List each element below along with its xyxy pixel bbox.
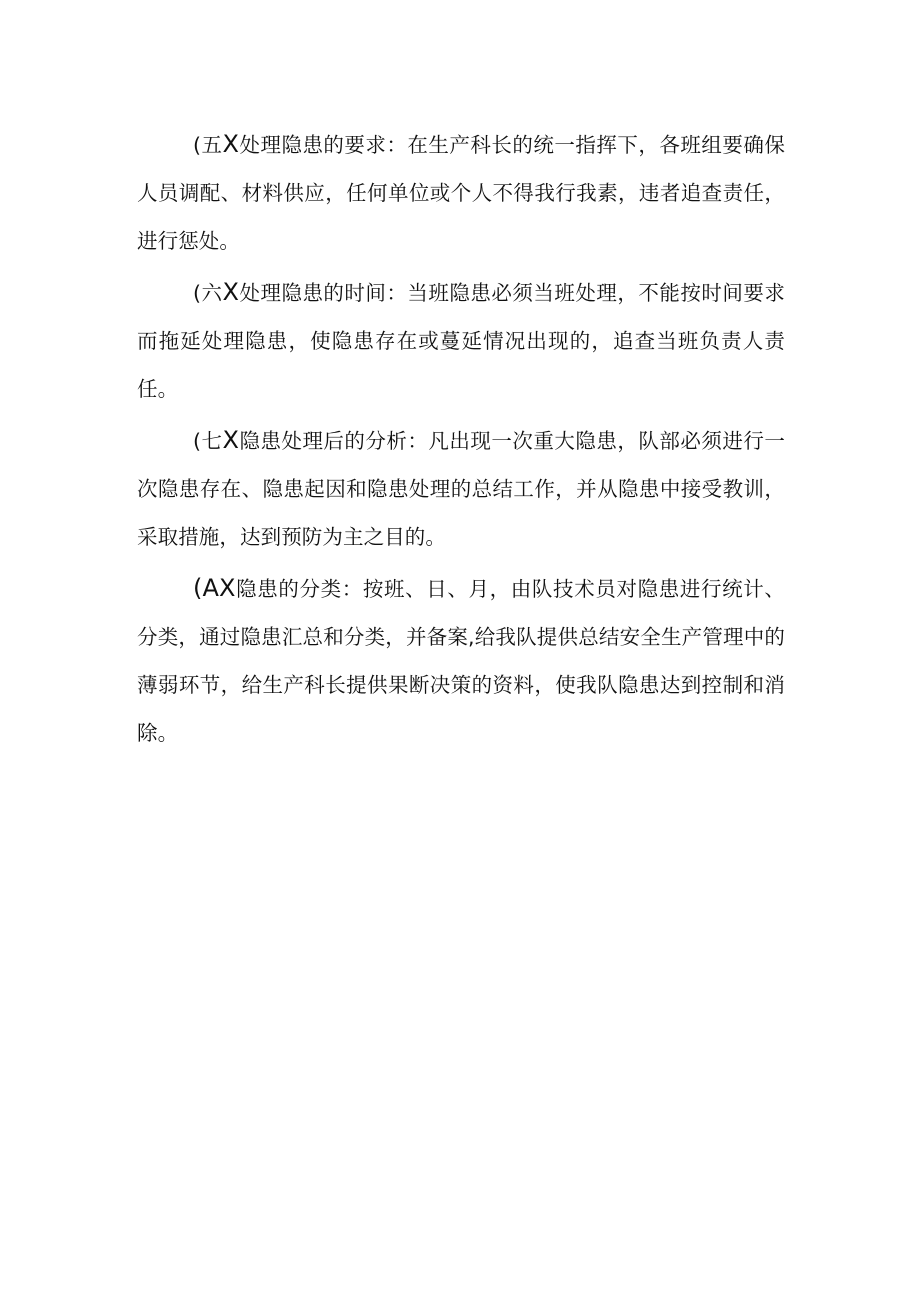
paragraph-text: 隐患的分类：按班、日、月，由队技术员对隐患进行统计、分类，通过隐患汇总和分类，并备案,给我队提供总结安全生产管理中的薄弱环节，给生产科长提供果断决策的资料，使我队隐患达到控制和消除。 <box>137 577 785 745</box>
paragraph-marker: X <box>222 426 240 454</box>
paragraph-6 <box>137 268 785 413</box>
paragraph-marker: AX <box>202 574 236 602</box>
paragraph-prefix: (七 <box>193 429 223 453</box>
paragraph-marker: X <box>222 278 240 306</box>
paragraph-text: 隐患处理后的分析：凡出现一次重大隐患，队部必须进行一次隐患存在、隐患起因和隐患处理的总结工作，并从隐患中接受教训，采取措施，达到预防为主之目的。 <box>137 429 785 549</box>
document-body <box>137 120 785 757</box>
paragraph-prefix: (五 <box>193 133 223 157</box>
paragraph-prefix: ( <box>193 574 203 602</box>
paragraph-5 <box>137 120 785 265</box>
paragraph-8 <box>137 564 785 757</box>
paragraph-prefix: (六 <box>193 281 223 305</box>
paragraph-marker: X <box>222 130 240 158</box>
paragraph-text: 处理隐患的时间：当班隐患必须当班处理，不能按时间要求而拖延处理隐患，使隐患存在或蔓延情况出现的，追查当班负责人责任。 <box>137 281 785 401</box>
paragraph-7 <box>137 416 785 561</box>
paragraph-text: 处理隐患的要求：在生产科长的统一指挥下，各班组要确保人员调配、材料供应，任何单位或个人不得我行我素，违者追查责任，进行惩处。 <box>137 133 785 253</box>
